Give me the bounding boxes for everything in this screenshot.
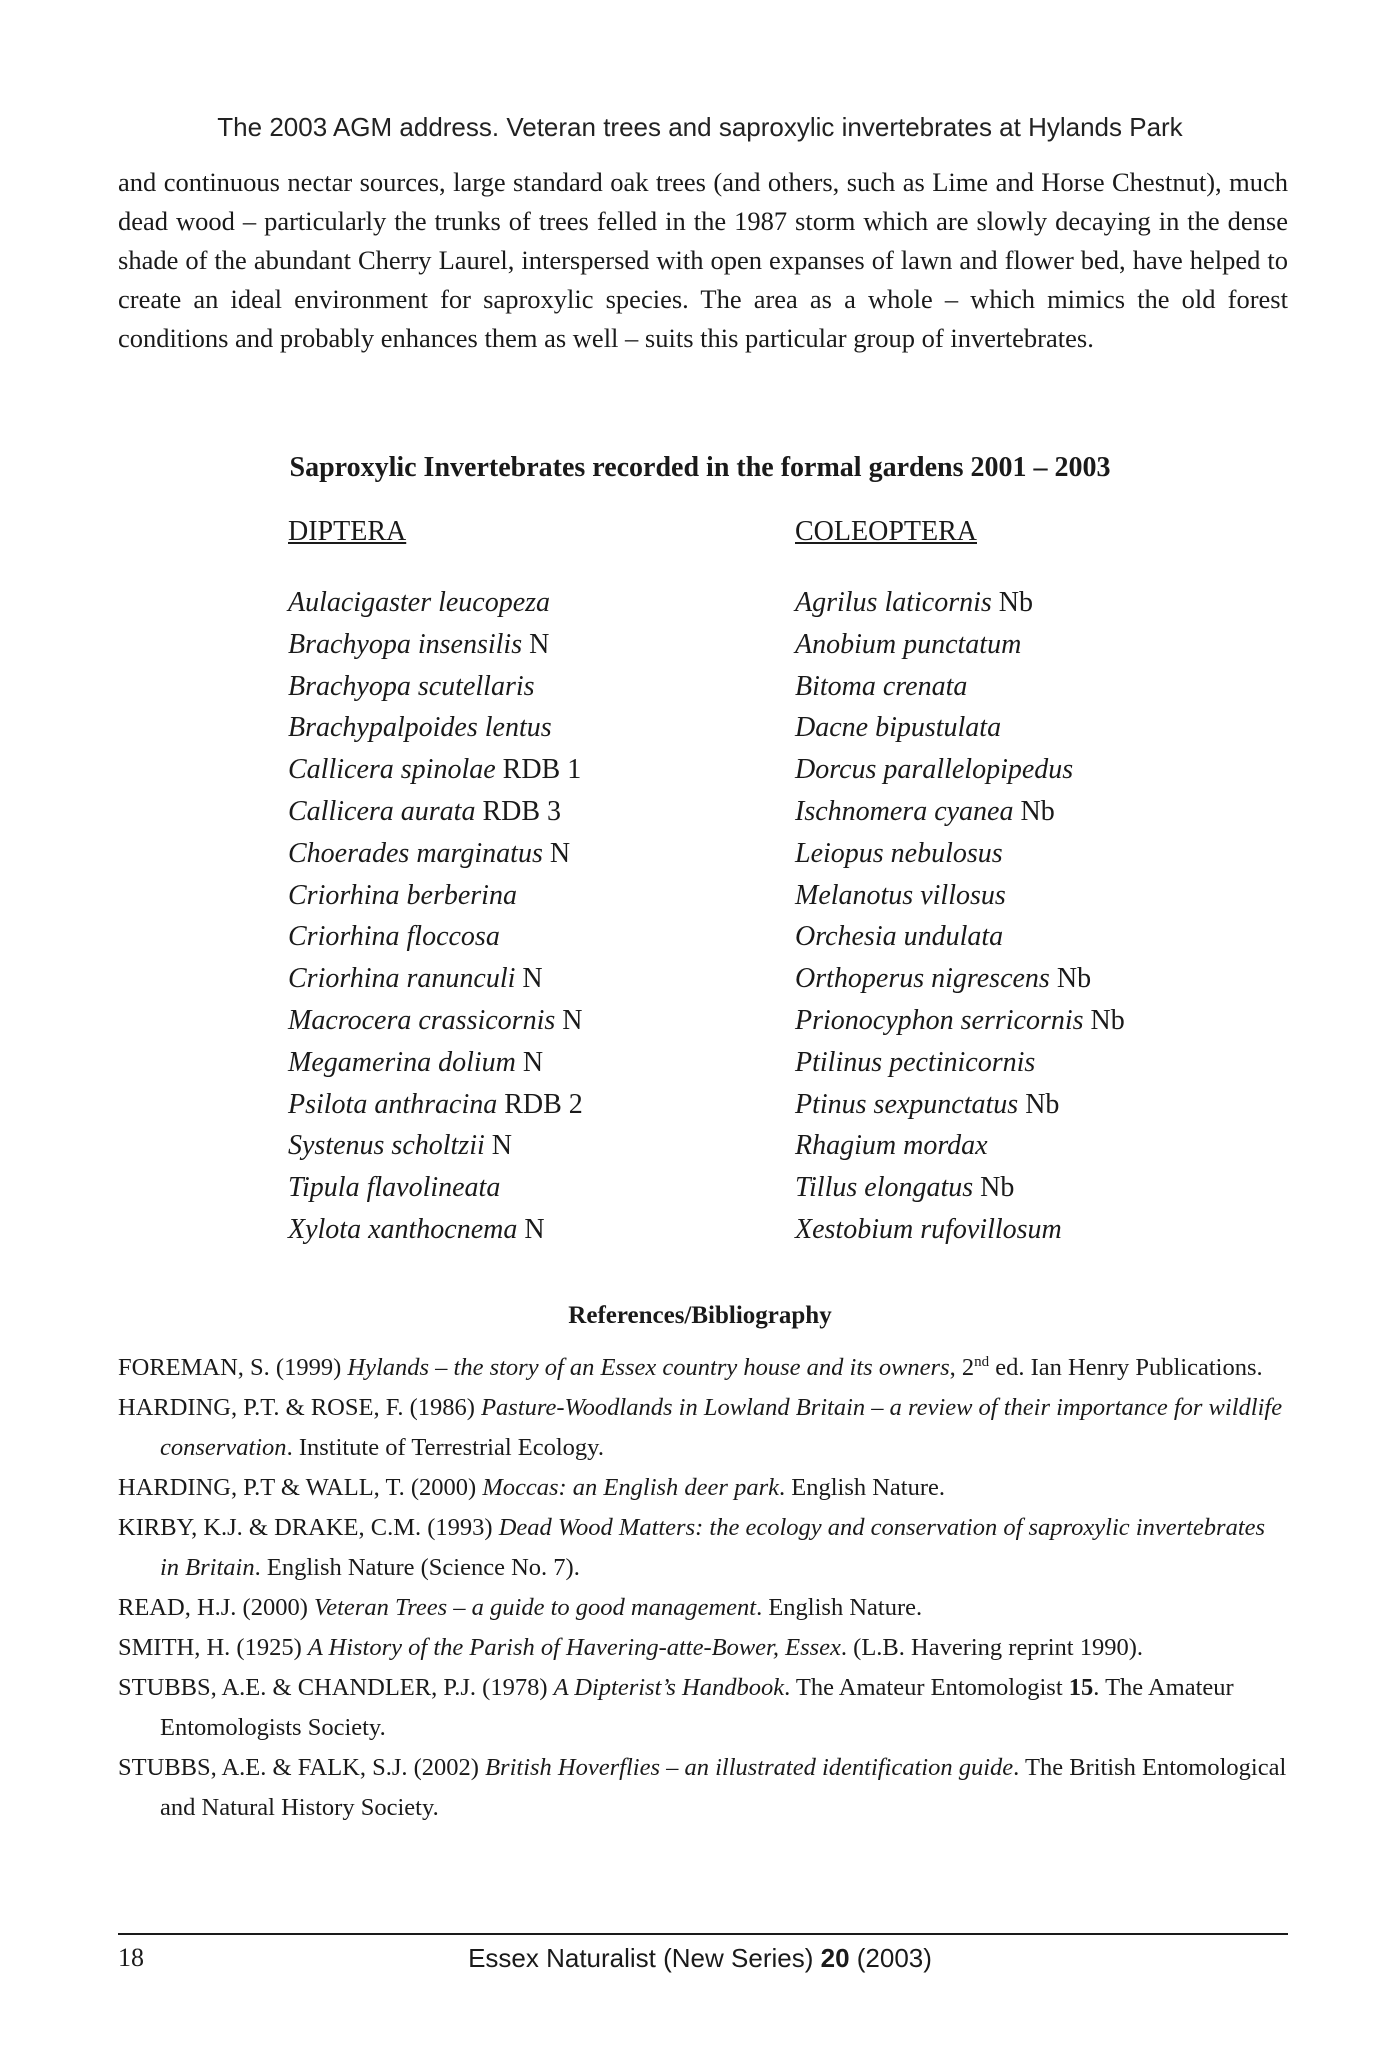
species-name: Prionocyphon serricornis <box>795 1004 1084 1036</box>
species-item <box>795 791 1315 833</box>
conservation-status: N <box>529 628 550 660</box>
species-item <box>288 958 728 1000</box>
species-item <box>288 707 728 749</box>
species-name: Psilota anthracina <box>288 1088 498 1120</box>
species-item <box>288 1167 728 1209</box>
reference-publisher-tail: . The Amateur Entomologists Society. <box>160 1674 1234 1741</box>
conservation-status: N <box>524 1213 545 1245</box>
species-name: Dorcus parallelopipedus <box>795 754 1074 786</box>
conservation-status: RDB 3 <box>482 795 562 827</box>
reference-publisher: . Institute of Terrestrial Ecology. <box>286 1434 604 1461</box>
species-name: Tillus elongatus <box>795 1172 974 1204</box>
species-name: Orchesia undulata <box>795 921 1004 953</box>
species-name: Callicera aurata <box>288 795 476 827</box>
reference-entry <box>118 1348 1288 1388</box>
species-name: Criorhina berberina <box>288 879 517 911</box>
species-name: Criorhina floccosa <box>288 921 500 953</box>
conservation-status: N <box>562 1004 583 1036</box>
species-item <box>288 1125 728 1167</box>
conservation-status: Nb <box>1020 795 1055 827</box>
reference-title: Dead Wood Matters: the ecology and conservation of saproxylic invertebrates in Britain <box>160 1514 1266 1581</box>
species-name: Choerades marginatus <box>288 837 543 869</box>
diptera-list <box>288 582 728 1251</box>
species-item <box>795 1084 1315 1126</box>
diptera-heading: DIPTERA <box>288 516 407 547</box>
reference-publisher: . English Nature. <box>778 1474 946 1501</box>
reference-volume: 15 <box>1068 1674 1094 1701</box>
reference-publisher: . The British Entomological and Natural History Society. <box>160 1754 1287 1821</box>
reference-authors: FOREMAN, S. (1999) <box>118 1354 348 1381</box>
reference-title: Pasture-Woodlands in Lowland Britain – a review of their importance for wildlife conservation <box>160 1394 1283 1461</box>
references-heading: References/Bibliography <box>568 1302 832 1329</box>
diptera-column <box>288 512 728 1251</box>
species-item <box>795 916 1315 958</box>
species-name: Dacne bipustulata <box>795 712 1002 744</box>
intro-paragraph: and continuous nectar sources, large standard oak trees (and others, such as Lime and Horse Chestnut), much dead wood – particularly the trunks of trees felled in the 1987 storm which are slowly decaying in the dense shade of the abundant Cherry Laurel, interspersed with open expanses of lawn and flower bed, have helped to create an ideal environment for saproxylic species. The area as a whole – which mimics the old forest conditions and probably enhances them as well – suits this particular group of invertebrates. <box>118 167 1288 353</box>
reference-authors: STUBBS, A.E. & FALK, S.J. (2002) <box>118 1754 486 1781</box>
reference-title: Moccas: an English deer park <box>482 1474 779 1501</box>
reference-entry <box>118 1468 1288 1508</box>
species-item <box>288 582 728 624</box>
species-table-title: Saproxylic Invertebrates recorded in the formal gardens 2001 – 2003 <box>289 452 1111 483</box>
species-name: Ptinus sexpunctatus <box>795 1088 1019 1120</box>
species-name: Melanotus villosus <box>795 879 1006 911</box>
species-item <box>288 791 728 833</box>
species-name: Anobium punctatum <box>795 628 1022 660</box>
species-name: Megamerina dolium <box>288 1046 516 1078</box>
reference-entry <box>118 1748 1288 1828</box>
journal-volume: 20 <box>820 1943 850 1973</box>
reference-entry <box>118 1508 1288 1588</box>
species-item <box>795 958 1315 1000</box>
species-name: Brachypalpoides lentus <box>288 712 552 744</box>
reference-authors: READ, H.J. (2000) <box>118 1594 314 1621</box>
reference-entry <box>118 1668 1288 1748</box>
species-name: Macrocera crassicornis <box>288 1004 556 1036</box>
reference-title: British Hoverflies – an illustrated identification guide <box>485 1754 1014 1781</box>
species-item <box>795 875 1315 917</box>
page-number: 18 <box>118 1943 144 1972</box>
references-list <box>118 1348 1288 1828</box>
journal-year: (2003) <box>849 1943 932 1973</box>
species-name: Brachyopa scutellaris <box>288 670 535 702</box>
conservation-status: RDB 2 <box>504 1088 583 1120</box>
journal-name: Essex Naturalist (New Series) <box>468 1943 821 1973</box>
species-item <box>795 1167 1315 1209</box>
species-name: Tipula flavolineata <box>288 1172 501 1204</box>
coleoptera-column <box>795 512 1315 1251</box>
journal-citation <box>0 1943 1400 1974</box>
species-name: Agrilus laticornis <box>795 587 992 618</box>
species-name: Brachyopa insensilis <box>288 628 523 660</box>
species-name: Criorhina ranunculi <box>288 963 516 995</box>
reference-publisher: . English Nature. <box>756 1594 923 1621</box>
species-item <box>795 1000 1315 1042</box>
species-name: Xylota xanthocnema <box>288 1213 518 1245</box>
species-item <box>288 1000 728 1042</box>
conservation-status: Nb <box>980 1172 1015 1204</box>
species-name: Aulacigaster leucopeza <box>288 587 551 618</box>
reference-title: Hylands – the story of an Essex country house and its owners <box>347 1354 950 1381</box>
reference-authors: HARDING, P.T & WALL, T. (2000) <box>118 1474 483 1501</box>
species-item <box>288 1042 728 1084</box>
species-name: Systenus scholtzii <box>288 1130 485 1162</box>
reference-superscript: nd <box>974 1353 990 1370</box>
reference-edition: , 2 <box>949 1354 975 1381</box>
reference-authors: HARDING, P.T. & ROSE, F. (1986) <box>118 1394 482 1421</box>
reference-authors: STUBBS, A.E. & CHANDLER, P.J. (1978) <box>118 1674 554 1701</box>
species-item <box>795 582 1315 624</box>
species-item <box>288 666 728 708</box>
conservation-status: Nb <box>1025 1088 1060 1120</box>
species-item <box>795 707 1315 749</box>
species-item <box>795 666 1315 708</box>
conservation-status: RDB 1 <box>502 754 582 786</box>
species-item <box>795 833 1315 875</box>
conservation-status: N <box>522 963 543 995</box>
species-item <box>795 1209 1315 1251</box>
reference-title: Veteran Trees – a guide to good management <box>314 1594 757 1621</box>
species-item <box>288 875 728 917</box>
running-header: The 2003 AGM address. Veteran trees and saproxylic invertebrates at Hylands Park <box>217 112 1183 142</box>
species-name: Orthoperus nigrescens <box>795 963 1050 995</box>
reference-title: A History of the Parish of Havering-atte-Bower, Essex <box>307 1634 841 1661</box>
species-item <box>288 916 728 958</box>
reference-publisher: . The Amateur Entomologist <box>784 1674 1069 1701</box>
species-name: Bitoma crenata <box>795 670 968 702</box>
reference-title: A Dipterist’s Handbook <box>553 1674 785 1701</box>
reference-publisher: . (L.B. Havering reprint 1990). <box>840 1634 1143 1661</box>
conservation-status: N <box>549 837 571 869</box>
conservation-status: Nb <box>1090 1004 1125 1036</box>
species-item <box>795 1042 1315 1084</box>
species-name: Rhagium mordax <box>795 1130 988 1162</box>
conservation-status: N <box>491 1130 512 1162</box>
coleoptera-list <box>795 582 1315 1251</box>
conservation-status: N <box>522 1046 544 1078</box>
reference-entry <box>118 1388 1288 1468</box>
reference-entry <box>118 1588 1288 1628</box>
species-name: Ptilinus pectinicornis <box>795 1046 1036 1078</box>
reference-publisher: . English Nature (Science No. 7). <box>254 1554 580 1581</box>
species-name: Ischnomera cyanea <box>795 795 1014 827</box>
species-name: Callicera spinolae <box>288 754 496 786</box>
reference-authors: SMITH, H. (1925) <box>118 1634 308 1661</box>
species-item <box>795 624 1315 666</box>
conservation-status: Nb <box>998 587 1034 618</box>
species-name: Xestobium rufovillosum <box>795 1213 1062 1245</box>
reference-entry <box>118 1628 1288 1668</box>
footer-rule <box>118 1933 1288 1935</box>
species-item <box>288 624 728 666</box>
coleoptera-heading: COLEOPTERA <box>795 516 977 547</box>
conservation-status: Nb <box>1056 963 1092 995</box>
species-name: Leiopus nebulosus <box>795 837 1003 869</box>
species-item <box>795 1125 1315 1167</box>
species-item <box>795 749 1315 791</box>
reference-authors: KIRBY, K.J. & DRAKE, C.M. (1993) <box>118 1514 499 1541</box>
species-item <box>288 1209 728 1251</box>
species-item <box>288 1084 728 1126</box>
species-item <box>288 833 728 875</box>
species-item <box>288 749 728 791</box>
reference-publisher: ed. Ian Henry Publications. <box>989 1354 1263 1381</box>
